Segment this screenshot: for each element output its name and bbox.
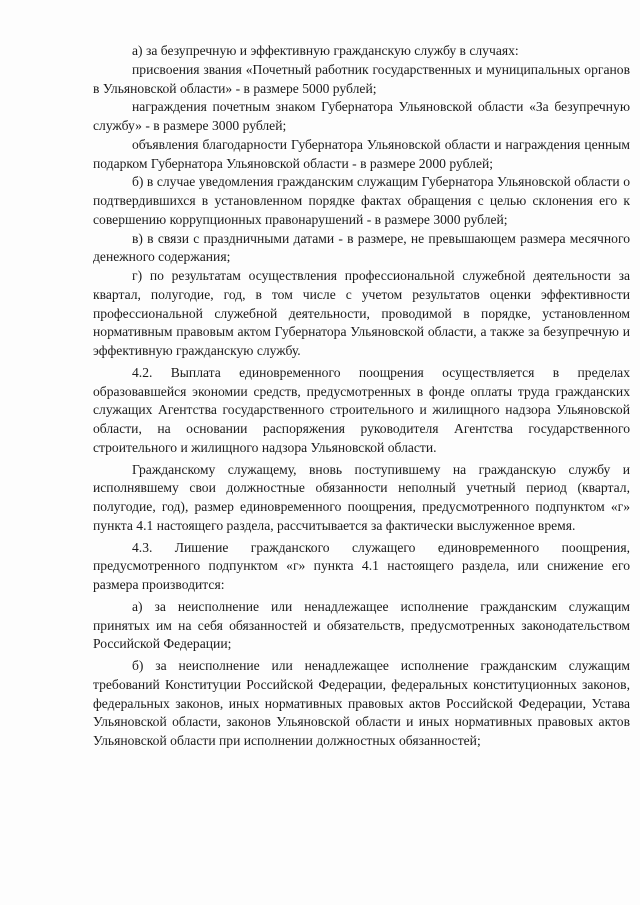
document-body bbox=[93, 42, 630, 751]
paragraph-g-results: г) по результатам осуществления профессиональной служебной деятельности за квартал, полугодие, год, в том числе с учетом результатов оценки эффективности профессиональной служебной деятельности, проводимой в порядке, установленном нормативным правовым актом Губернатора Ульяновской области, а также за безупречную и эффективную гражданскую службу. bbox=[93, 268, 630, 358]
paragraph-4-2: 4.2. Выплата единовременного поощрения осуществляется в пределах образовавшейся экономии средств, предусмотренных в фонде оплаты труда гражданских служащих Агентства государственного строительного и жилищного надзора Ульяновской области, на основании распоряжения руководителя Агентства государственного строительного и жилищного надзора Ульяновской области. bbox=[93, 364, 630, 455]
paragraph-new-employee: Гражданскому служащему, вновь поступившему на гражданскую службу и исполнявшему свои должностные обязанности неполный учетный период (квартал, полугодие, год), размер единовременного поощрения, предусмотренного подпунктом «г» пункта 4.1 настоящего раздела, рассчитывается за фактически выслуженное время. bbox=[93, 461, 630, 533]
paragraph-4-3-b: б) за неисполнение или ненадлежащее исполнение гражданским служащим требований Конституции Российской Федерации, федеральных конституционных законов, федеральных законов, иных нормативных правовых актов Российской Федерации, Устава Ульяновской области, законов Ульяновской области и иных нормативных правовых актов Ульяновской области при исполнении должностных обязанностей; bbox=[93, 658, 630, 748]
paragraph-award-badge: награждения почетным знаком Губернатора Ульяновской области «За безупречную службу» - в размере 3000 рублей; bbox=[93, 99, 630, 133]
paragraph-gratitude: объявления благодарности Губернатора Ульяновской области и награждения ценным подарком Губернатора Ульяновской области - в размере 2000 рублей; bbox=[93, 136, 630, 171]
paragraph-award-title: присвоения звания «Почетный работник государственных и муниципальных органов в Ульяновской области» - в размере 5000 рублей; bbox=[93, 61, 630, 96]
paragraph-4-3: 4.3. Лишение гражданского служащего единовременного поощрения, предусмотренного подпунктом «г» пункта 4.1 настоящего раздела, или снижение его размера производится: bbox=[93, 539, 630, 592]
paragraph-4-3-a: а) за неисполнение или ненадлежащее исполнение гражданским служащим принятых им на себя обязанностей и обязательств, предусмотренных законодательством Российской Федерации; bbox=[93, 598, 630, 652]
paragraph-b-notification: б) в случае уведомления гражданским служащим Губернатора Ульяновской области о подтвердившихся в установленном порядке фактах обращения с целью склонения его к совершению коррупционных правонарушений - в размере 3000 рублей; bbox=[93, 174, 630, 227]
paragraph-v-holidays: в) в связи с праздничными датами - в размере, не превышающем размера месячного денежного содержания; bbox=[93, 230, 630, 265]
paragraph-a-intro: а) за безупречную и эффективную гражданскую службу в случаях: bbox=[132, 43, 519, 58]
